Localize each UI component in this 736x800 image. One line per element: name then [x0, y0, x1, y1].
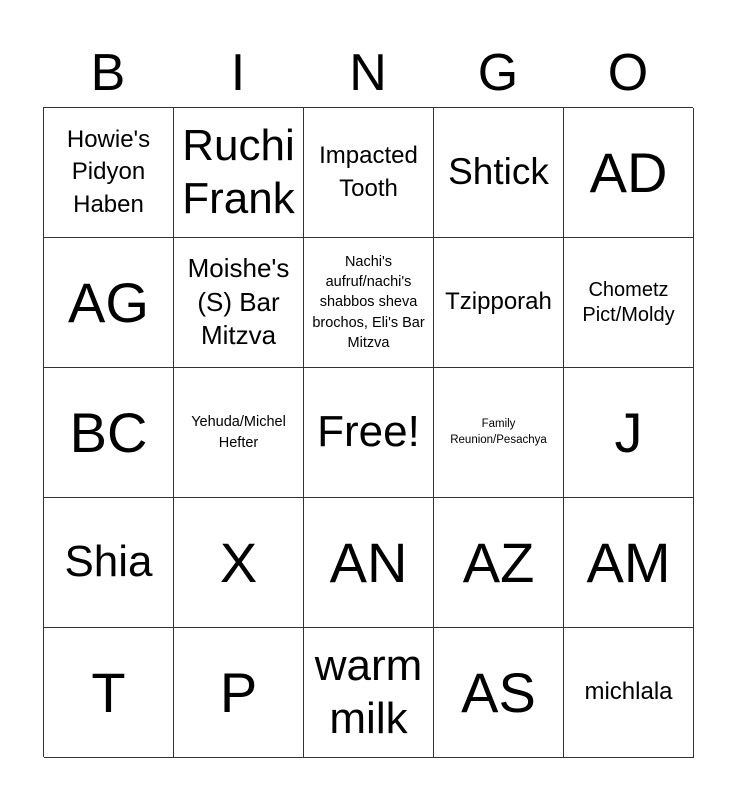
bingo-cell[interactable]: Ruchi Frank [174, 108, 304, 238]
header-letter-g: G [477, 44, 519, 102]
bingo-cell[interactable]: Moishe's (S) Bar Mitzva [174, 238, 304, 368]
bingo-cell[interactable]: AN [304, 498, 434, 628]
bingo-cell[interactable]: michlala [564, 628, 694, 758]
bingo-cell[interactable]: AS [434, 628, 564, 758]
bingo-cell[interactable]: BC [44, 368, 174, 498]
header-letter-i: I [230, 44, 246, 102]
bingo-cell[interactable]: AM [564, 498, 694, 628]
bingo-cell[interactable]: Yehuda/Michel Hefter [174, 368, 304, 498]
bingo-cell[interactable]: X [174, 498, 304, 628]
header-letter-o: O [607, 44, 649, 102]
bingo-cell[interactable]: Family Reunion/Pesachya [434, 368, 564, 498]
bingo-cell[interactable]: Shtick [434, 108, 564, 238]
bingo-cell[interactable]: Shia [44, 498, 174, 628]
bingo-cell[interactable]: AZ [434, 498, 564, 628]
bingo-header [43, 42, 693, 104]
bingo-card [43, 107, 693, 757]
bingo-cell[interactable]: Tzipporah [434, 238, 564, 368]
bingo-cell[interactable]: AD [564, 108, 694, 238]
bingo-cell[interactable]: Howie's Pidyon Haben [44, 108, 174, 238]
bingo-cell[interactable]: T [44, 628, 174, 758]
bingo-cell[interactable]: Chometz Pict/Moldy [564, 238, 694, 368]
bingo-cell[interactable]: warm milk [304, 628, 434, 758]
bingo-cell[interactable]: J [564, 368, 694, 498]
bingo-cell[interactable]: AG [44, 238, 174, 368]
bingo-cell[interactable]: Nachi's aufruf/nachi's shabbos sheva brochos, Eli's Bar Mitzva [304, 238, 434, 368]
bingo-cell[interactable]: Impacted Tooth [304, 108, 434, 238]
header-letter-b: B [90, 44, 126, 102]
bingo-cell[interactable]: P [174, 628, 304, 758]
free-space-cell[interactable]: Free! [304, 368, 434, 498]
header-letter-n: N [349, 44, 387, 102]
